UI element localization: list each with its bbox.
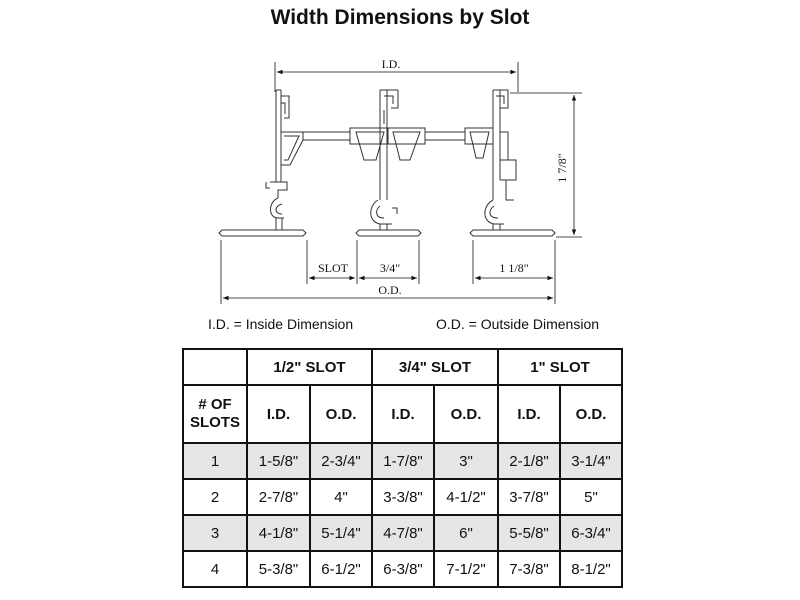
table-cell: 1-7/8" (372, 443, 434, 479)
table-cell: 5-5/8" (498, 515, 560, 551)
dimensions-table (182, 348, 623, 588)
table-cell: 3-3/8" (372, 479, 434, 515)
group-three-quarter-inch-slot: 3/4" SLOT (372, 349, 498, 385)
table-cell: 7-1/2" (434, 551, 498, 587)
table-cell: 4-1/2" (434, 479, 498, 515)
table-cell: 7-3/8" (498, 551, 560, 587)
table-cell: 6-3/8" (372, 551, 434, 587)
flange-label: 1 1/8" (499, 261, 529, 275)
group-header-row (183, 349, 622, 385)
legend-id: I.D. = Inside Dimension (208, 316, 354, 332)
flange-dimension (473, 240, 555, 304)
table-row (183, 551, 622, 587)
table-cell: 5-3/8" (247, 551, 310, 587)
legend-od: O.D. = Outside Dimension (436, 316, 600, 332)
od-label: O.D. (378, 283, 402, 297)
page-title: Width Dimensions by Slot (270, 6, 530, 29)
group-one-inch-slot: 1" SLOT (498, 349, 622, 385)
table-cell: 3-7/8" (498, 479, 560, 515)
height-label: 1 7/8" (555, 153, 569, 183)
table-row (183, 443, 622, 479)
corner-blank (183, 349, 247, 385)
slot-label: SLOT (318, 261, 348, 275)
height-dimension (510, 93, 582, 237)
table-row (183, 515, 622, 551)
sub-header: I.D. (498, 385, 560, 443)
table-cell: 6" (434, 515, 498, 551)
slot-count-cell: 1 (183, 443, 247, 479)
slot-width-label: 3/4" (379, 261, 401, 275)
table-cell: 3" (434, 443, 498, 479)
sub-header: O.D. (434, 385, 498, 443)
sub-header: I.D. (372, 385, 434, 443)
table-cell: 3-1/4" (560, 443, 622, 479)
table-cell: 8-1/2" (560, 551, 622, 587)
table-cell: 4-7/8" (372, 515, 434, 551)
sub-header: I.D. (247, 385, 310, 443)
slot-width-dimension (359, 240, 419, 284)
table-row (183, 479, 622, 515)
table-cell: 6-1/2" (310, 551, 372, 587)
table-cell: 2-1/8" (498, 443, 560, 479)
slot-count-cell: 2 (183, 479, 247, 515)
sub-header: O.D. (310, 385, 372, 443)
id-label: I.D. (381, 57, 401, 71)
slot-count-cell: 3 (183, 515, 247, 551)
slot-dimension (307, 240, 357, 284)
extrusion-profile (219, 90, 555, 236)
table-cell: 5" (560, 479, 622, 515)
slot-count-cell: 4 (183, 551, 247, 587)
slots-header: # OF SLOTS (183, 385, 247, 443)
table-cell: 5-1/4" (310, 515, 372, 551)
sub-header: O.D. (560, 385, 622, 443)
table-cell: 4" (310, 479, 372, 515)
group-half-inch-slot: 1/2" SLOT (247, 349, 372, 385)
table-cell: 2-7/8" (247, 479, 310, 515)
table-cell: 4-1/8" (247, 515, 310, 551)
table-cell: 6-3/4" (560, 515, 622, 551)
id-dimension (275, 57, 518, 92)
table-cell: 2-3/4" (310, 443, 372, 479)
sub-header-row (183, 385, 622, 443)
table-cell: 1-5/8" (247, 443, 310, 479)
